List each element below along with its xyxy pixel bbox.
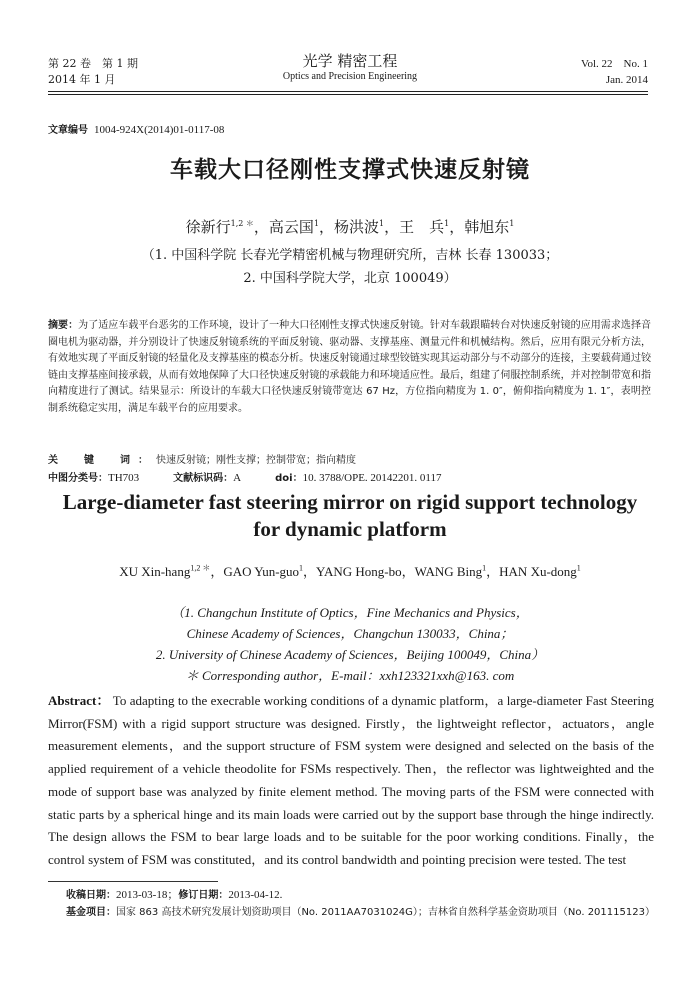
abstract-english: Abstract： To adapting to the execrable working conditions of a dynamic platform，a large-diameter Fast Steering Mirror(FSM) with a rigid support structure was designed. Firstly，the lightweight reflector，actuators，angle measurement elements，and the support structure of FSM system were designed and selected on the basis of the applied requirement of a vehicle theodolite for FSMs respectively. Then，the reflector was lightweighted and the mode of support base was analyzed by finite element method. The moving parts of the FSM were connected with static parts by a spherical hinge and its main loads were carried out by the support base through the hinge indirectly. The design allows the FSM to bear large loads and to be suitable for the poor working conditions. Finally，the control system of FSM was constituted，and its control bandwidth and pointing precision were tested. The test [48,693,655,867]
abstract-chinese: 摘要：为了适应车载平台恶劣的工作环境，设计了一种大口径刚性支撑式快速反射镜。针对车载跟瞄转台对快速反射镜的应用需求选择音圈电机为驱动器，并分别设计了快速反射镜系统的平面反射镜、驱动器、支撑基座、测量元件和机械结构。然后，应用有限元分析方法，有效地实现了平面反射镜的轻量化及支撑基座的模态分析。快速反射镜通过球型铰链实现其运动部分与不动部分的连接，主要载荷通过铰链由支撑基座间接承载，从而有效地保障了大口径快速反射镜的承载能力和环境适应性。最后，组建了伺服控制系统，并对控制带宽和指向精度进行了测试。结果显示：所设计的车载大口径快速反射镜带宽达 67 Hz，方位指向精度为 1. 0″，俯仰指向精度为 1. 1″，表明控制系统稳定实用，满足车载平台的应用要求。 [48,320,652,414]
affiliations-english: （1. Changchun Institute of Optics，Fine Mechanics and Physics， Chinese Academy of Sciences，Changchun 130033，China； 2. University of Chinese Academy of Sciences，Beijing 100049，China） ＊ Corresponding author，E-mail：xxh123321xxh@163. com [0,602,700,686]
funding-footnote: 基金项目：国家 863 高技术研究发展计划资助项目（No. 2011AA7031024G）；吉林省自然科学基金资助项目（No. 201115123） [66,907,655,918]
journal-header [0,0,700,96]
classification-line: 中图分类号：TH703 文献标识码：A doi：10. 3788/OPE. 20142201. 0117 [48,472,442,484]
journal-name: 光学 精密工程 Optics and Precision Engineering [282,52,418,82]
header-rule [48,91,648,92]
affiliations-chinese: （1. 中国科学院 长春光学精密机械与物理研究所，吉林 长春 130033； 2. 中国科学院大学，北京 100049） [141,248,559,286]
corresponding-author: ＊ Corresponding author，E-mail：xxh123321xxh@163. com [185,668,515,683]
title-english: Large-diameter fast steering mirror on rigid support technology for dynamic platform [62,490,638,541]
article-number: 文章编号 1004-924X(2014)01-0117-08 [48,124,225,136]
footnotes [66,887,656,921]
header-rule-thin [48,94,648,95]
keywords-chinese: 关 键 词：快速反射镜；刚性支撑；控制带宽；指向精度 [48,455,356,466]
dates-footnote: 收稿日期：2013-03-18；修订日期：2013-04-12. [66,889,283,901]
volume-issue: 第 22 卷 第 1 期 2014 年 1 月 [48,57,138,86]
authors-english: XU Xin-hang$^{1,2 *}$，GAO Yun-guo$^1$，YANG Hong-bo，WANG Bing$^1$，HAN Xu-dong$^1$ [119,563,581,579]
volume-issue-en: Vol. 22 No. 1 Jan. 2014 [580,58,648,86]
footnote-rule [48,881,218,882]
authors-chinese: 徐新行$^{1,2 *}$，高云国$^1$，杨洪波$^1$，王 兵$^1$，韩旭东$^1$ [185,218,515,236]
title-chinese: 车载大口径刚性支撑式快速反射镜 [170,157,530,183]
